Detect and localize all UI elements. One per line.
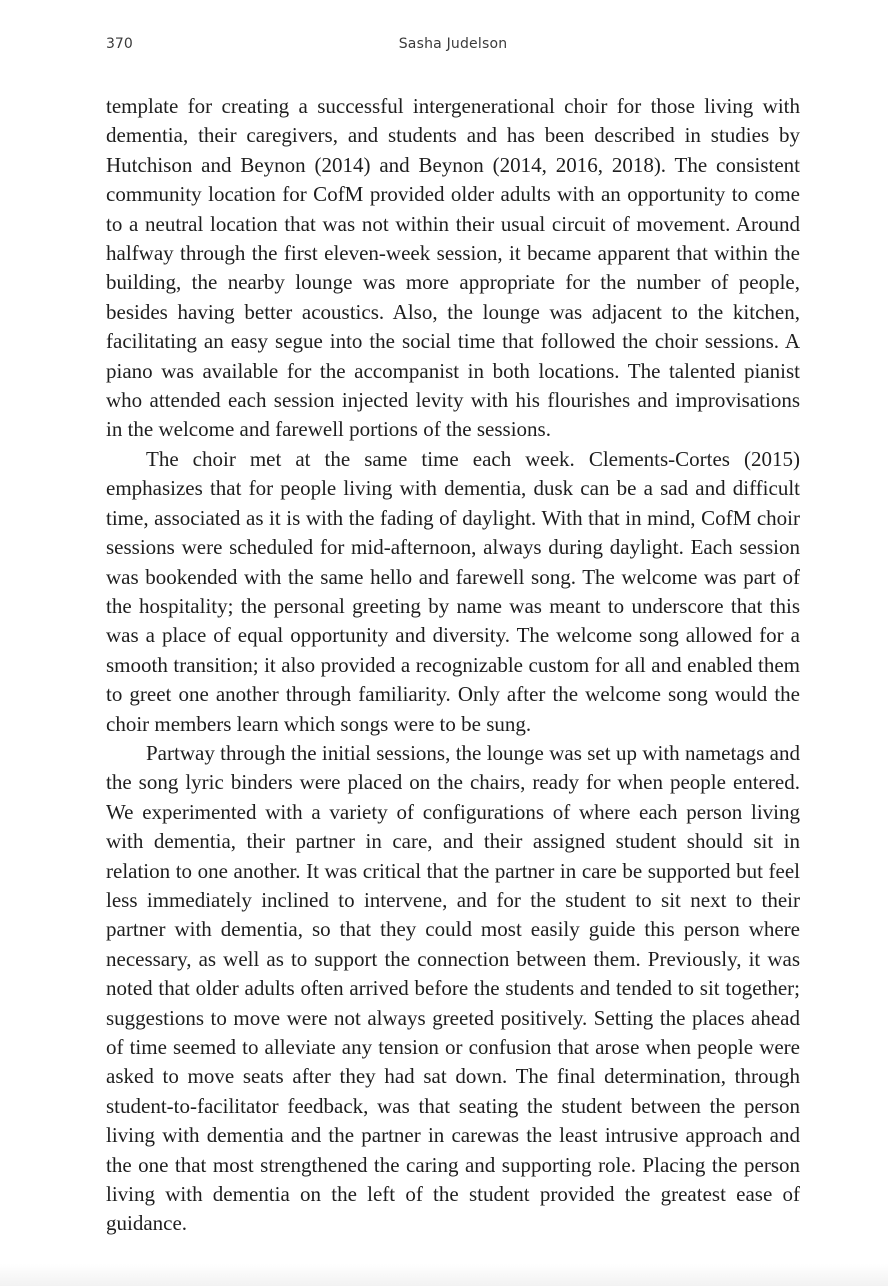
paragraph-seating-arrangement: Partway through the initial sessions, the lounge was set up with nametags and the song lyric binders were placed on the chairs, ready for when people entered. We experimented with a variety of configurations of where each person living with dementia, their partner in care, and their assigned student should sit in relation to one another. It was critical that the partner in care be supported but feel less immediately inclined to intervene, and for the student to sit next to their partner with dementia, so that they could most easily guide this person where necessary, as well as to support the connection between them. Previously, it was noted that older adults often arrived before the students and tended to sit together; suggestions to move were not always greeted positively. Setting the places ahead of time seemed to alleviate any tension or confusion that arose when people were asked to move seats after they had sat down. The final determination, through student-to-facilitator feedback, was that seating the student between the person living with dementia and the partner in carewas the least intrusive approach and the one that most strengthened the caring and supporting role. Placing the person living with dementia on the left of the student provided the greatest ease of guidance. [106, 740, 800, 1236]
page-number: 370 [106, 36, 133, 52]
paragraph-choir-timing: The choir met at the same time each week. Clements-Cortes (2015) emphasizes that for people living with dementia, dusk can be a sad and difficult time, associated as it is with the fading of daylight. With that in mind, CofM choir sessions were scheduled for mid-afternoon, always during daylight. Each session was bookended with the same hello and farewell song. The welcome was part of the hospitality; the personal greeting by name was meant to underscore that this was a place of equal opportunity and diversity. The welcome song allowed for a smooth transition; it also provided a recognizable custom for all and enabled them to greet one another through familiarity. Only after the welcome song would the choir members learn which songs were to be sung. [106, 446, 800, 736]
page-bottom-edge [0, 1264, 888, 1286]
running-head [106, 36, 800, 56]
running-title-author: Sasha Judelson [398, 36, 508, 52]
body-text [106, 92, 800, 1239]
paragraph-continued: template for creating a successful intergenerational choir for those living with dementia, their caregivers, and students and has been described in studies by Hutchison and Beynon (2014) and Beynon (2014, 2016, 2018). The consistent community location for CofM provided older adults with an opportunity to come to a neutral location that was not within their usual circuit of movement. Around halfway through the first eleven-week session, it became apparent that within the building, the nearby lounge was more appropriate for the number of people, besides having better acoustics. Also, the lounge was adjacent to the kitchen, facilitating an easy segue into the social time that followed the choir sessions. A piano was available for the accompanist in both locations. The talented pianist who attended each session injected levity with his flourishes and improvisations in the welcome and farewell portions of the sessions. [106, 94, 800, 442]
